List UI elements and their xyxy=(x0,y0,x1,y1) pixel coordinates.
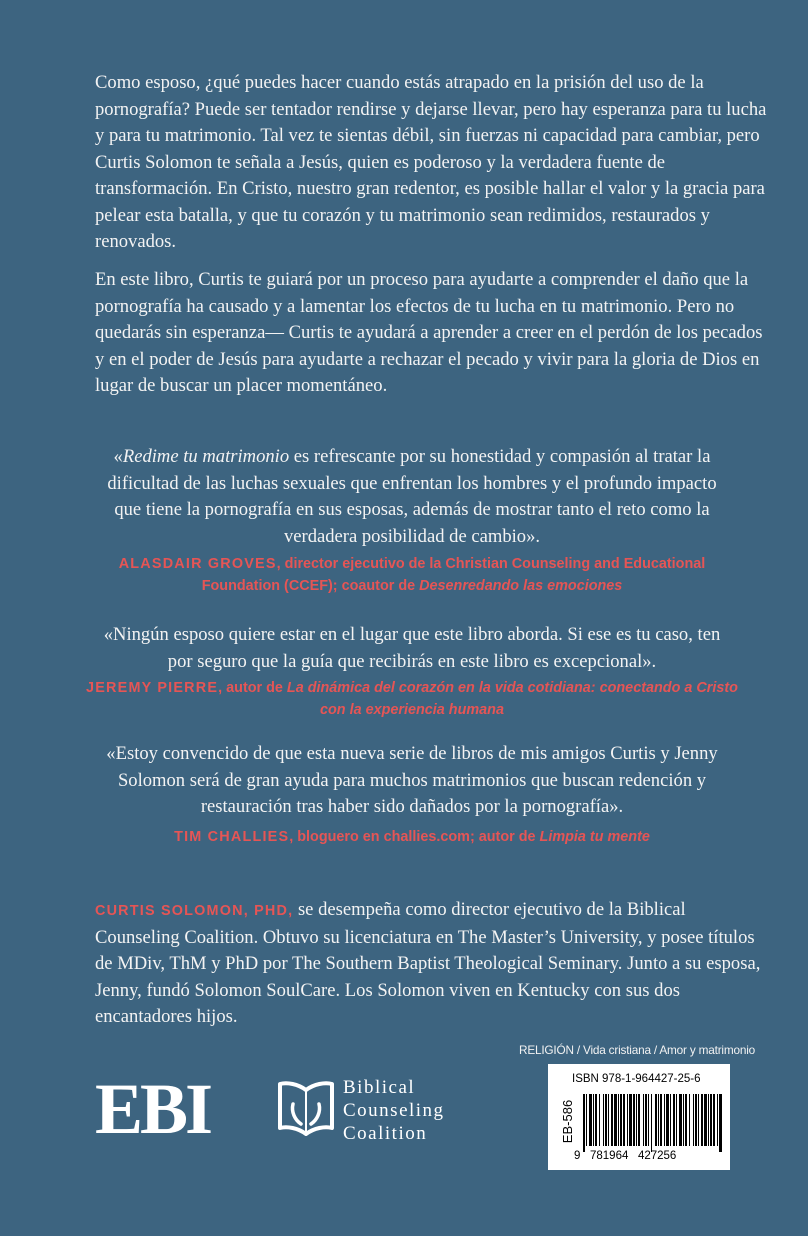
barcode-bar xyxy=(627,1094,628,1146)
barcode-bar xyxy=(673,1094,675,1146)
barcode-bar xyxy=(698,1094,699,1146)
barcode-bar xyxy=(708,1094,709,1146)
author-bio-text: se desempeña como director ejecutivo de la Biblical Counseling Coalition. Obtuvo su licenciatura en The Master’s University, y posee títulos de MDiv, ThM y PhD por The Southern Baptist Theological Seminary. Junto a su esposa, Jenny, fundó Solomon SoulCare. Los Solomon viven en Kentucky con sus dos encantadores hijos. xyxy=(95,899,761,1027)
quote-text: es refrescante por su honestidad y compasión al tratar la dificultad de las luchas sexuales que enfrentan los hombres y el profundo impacto que tiene la pornografía en sus esposas, además de mostrar tanto el reto como la verdadera posibilidad de cambio». xyxy=(107,446,717,547)
barcode-bar xyxy=(713,1094,715,1146)
endorser-name: ALASDAIR GROVES xyxy=(118,556,277,572)
author-bio xyxy=(95,897,767,1031)
barcode-bar xyxy=(608,1094,609,1146)
endorsement-quote-3: «Estoy convencido de que esta nueva serie de libros de mis amigos Curtis y Jenny Solomon será de gran ayuda para muchos matrimonios que buscan redención y restauración tras haber sido dañados por la pornografía». xyxy=(106,743,718,817)
barcode-bar xyxy=(636,1094,637,1146)
barcode-bar xyxy=(605,1094,607,1146)
barcode-bar xyxy=(660,1094,662,1146)
barcode-bar xyxy=(695,1094,697,1146)
endorser-role: , autor de xyxy=(218,680,287,696)
isbn-number: ISBN 978-1-964427-25-6 xyxy=(572,1073,701,1085)
barcode-bar xyxy=(651,1094,652,1152)
description-paragraph-1: Como esposo, ¿qué puedes hacer cuando estás atrapado en la prisión del uso de la pornografía? Puede ser tentador rendirse y dejarse llevar, pero hay esperanza para tu lucha y para tu matrimonio. Tal vez te sientas débil, sin fuerzas ni capacidad para cambiar, pero Curtis Solomon te señala a Jesús, quien es poderoso y la verdadera fuente de transformación. En Cristo, nuestro gran redentor, es posible hallar el valor y la gracia para pelear esta batalla, y que tu corazón y tu matrimonio sean redimidos, restaurados y renovados. xyxy=(95,72,767,252)
endorser-role: , bloguero en challies.com; autor de xyxy=(289,829,540,845)
author-name: CURTIS SOLOMON, PHD, xyxy=(95,903,294,919)
barcode-bar xyxy=(586,1094,587,1146)
endorsement-attribution-1 xyxy=(80,553,744,597)
endorsement-quote-2: «Ningún esposo quiere estar en el lugar que este libro aborda. Si ese es tu caso, ten por seguro que la guía que recibirás en este libro es excepcional». xyxy=(103,624,721,672)
barcode-bar xyxy=(689,1094,690,1146)
barcode-bar xyxy=(593,1094,594,1146)
barcode-bar xyxy=(633,1094,635,1146)
barcode-bar xyxy=(685,1094,687,1146)
endorser-role: , director ejecutivo de la Christian Counseling and Educational Foundation (CCEF); coautor de xyxy=(201,556,706,594)
barcode-bar xyxy=(683,1094,684,1146)
barcode-bar xyxy=(620,1094,622,1146)
barcode-bar xyxy=(618,1094,619,1146)
barcode-bar xyxy=(701,1094,703,1146)
barcode-bar xyxy=(666,1094,669,1146)
quote-open: « xyxy=(113,446,123,467)
barcode-bar xyxy=(589,1094,592,1146)
endorser-name: JEREMY PIERRE xyxy=(86,680,219,696)
endorsement-attribution-2 xyxy=(80,677,744,721)
endorser-book: Desenredando las emociones xyxy=(419,578,623,594)
bcc-line-2: Counseling xyxy=(343,1100,445,1121)
description-paragraph-2: En este libro, Curtis te guiará por un proceso para ayudarte a comprender el daño que la pornografía ha causado y a lamentar los efectos de tu lucha en tu matrimonio. Pero no quedarás sin esperanza— Curtis te ayudará a aprender a creer en el perdón de los pecados y en el poder de Jesús para ayudarte a rechazar el pecado y vivir para la gloria de Dios en lugar de buscar un placer momentáneo. xyxy=(95,269,763,396)
barcode-bar xyxy=(719,1094,722,1152)
barcode-bar xyxy=(603,1094,604,1146)
barcode-bars xyxy=(583,1094,723,1152)
endorsement-attribution-3 xyxy=(80,826,744,848)
ebi-logo: EBI xyxy=(95,1069,211,1149)
quote-book-title: Redime tu matrimonio xyxy=(122,446,290,467)
barcode-bar xyxy=(629,1094,632,1146)
barcode-bar xyxy=(643,1094,644,1146)
barcode-bar xyxy=(648,1094,649,1146)
barcode-bar xyxy=(638,1094,640,1146)
barcode-bar xyxy=(611,1094,613,1146)
barcode-bar xyxy=(717,1094,718,1146)
product-code: EB-586 xyxy=(560,1099,576,1144)
bcc-line-1: Biblical xyxy=(343,1077,416,1098)
endorsement-quote-1 xyxy=(95,444,729,550)
barcode-bar xyxy=(645,1094,647,1146)
barcode-bar xyxy=(583,1094,585,1152)
barcode-bar xyxy=(679,1094,682,1146)
barcode-bar xyxy=(614,1094,617,1146)
barcode-bar xyxy=(599,1094,600,1146)
barcode-bar xyxy=(710,1094,712,1146)
isbn-barcode xyxy=(548,1064,730,1170)
barcode-bar xyxy=(676,1094,677,1146)
barcode-bar xyxy=(670,1094,671,1146)
barcode-bar xyxy=(623,1094,625,1146)
open-book-icon xyxy=(277,1076,335,1142)
barcode-bar xyxy=(655,1094,657,1146)
barcode-bar xyxy=(595,1094,597,1146)
barcode-digits: 9 781964 427256 xyxy=(574,1150,677,1162)
barcode-bar xyxy=(658,1094,659,1146)
bcc-line-3: Coalition xyxy=(343,1123,428,1144)
category-label: RELIGIÓN / Vida cristiana / Amor y matrimonio xyxy=(519,1043,755,1057)
endorser-book: Limpia tu mente xyxy=(539,829,650,845)
barcode-bar xyxy=(693,1094,694,1146)
bcc-wordmark xyxy=(343,1076,445,1145)
endorser-name: TIM CHALLIES xyxy=(174,829,290,845)
barcode-bar xyxy=(704,1094,707,1146)
endorser-book: La dinámica del corazón en la vida cotidiana: conectando a Cristo con la experiencia humana xyxy=(286,680,738,718)
barcode-bar xyxy=(664,1094,665,1146)
